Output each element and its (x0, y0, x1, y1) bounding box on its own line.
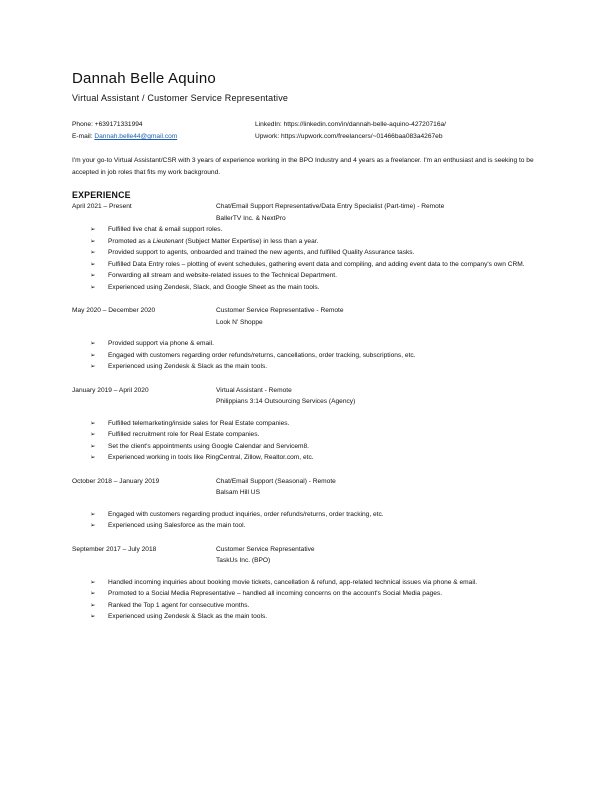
linkedin: LinkedIn: https://linkedin.com/in/dannah-belle-aquino-42720716a/ (255, 121, 446, 128)
job-bullet: ➢ Provided support to agents, onboarded and trained the new agents, and fulfilled Quality Assurance tasks. (108, 247, 542, 259)
job-entry (72, 385, 542, 464)
job-role: Customer Service Representative (216, 545, 315, 553)
job-bullet: ➢ Promoted as a Lieutenant (Subject Matter Expertise) in less than a year. (108, 236, 542, 248)
arrow-bullet-icon: ➢ (90, 249, 96, 256)
job-bullet: ➢ Experienced using Zendesk & Slack as the main tools. (108, 361, 542, 373)
job-bullet: ➢ Engaged with customers regarding order refunds/returns, cancellations, order tracking, subscriptions, etc. (108, 350, 542, 362)
summary: I'm your go-to Virtual Assistant/CSR with 3 years of experience working in the BPO Industry and 4 years as a freelancer. I'm an enthusiast and is seeking to be accepted in job roles that fits my work background. (72, 157, 534, 176)
arrow-bullet-icon: ➢ (90, 272, 96, 279)
arrow-bullet-icon: ➢ (90, 578, 96, 586)
job-company: Balsam Hill US (216, 489, 260, 496)
job-company: Philippians 3:14 Outsourcing Services (Agency) (216, 398, 356, 405)
job-bullet: ➢ Ranked the Top 1 agent for consecutive months. (108, 600, 542, 612)
resume-page (72, 70, 542, 623)
job-role: Customer Service Representative - Remote (216, 307, 344, 314)
arrow-bullet-icon: ➢ (90, 283, 96, 291)
job-company: TaskUs Inc. (BPO) (216, 557, 271, 564)
job-bullet: ➢ Experienced using Salesforce as the main tool. (108, 520, 542, 532)
arrow-bullet-icon: ➢ (90, 442, 96, 450)
job-date: January 2019 – April 2020 (72, 386, 149, 394)
job-entry (72, 544, 542, 623)
job-bullet: ➢ Handled incoming inquiries about booking movie tickets, cancellation & refund, app-related technical issues via phone & email. (108, 577, 542, 589)
job-bullet: ➢ Promoted to a Social Media Representative – handled all incoming concerns on the account's Social Media pages. (108, 588, 542, 600)
arrow-bullet-icon: ➢ (90, 522, 96, 529)
job-bullet: ➢ Engaged with customers regarding product inquiries, order refunds/returns, order tracking, etc. (108, 509, 542, 521)
arrow-bullet-icon: ➢ (90, 613, 96, 620)
arrow-bullet-icon: ➢ (90, 340, 96, 347)
job-bullet: ➢ Fulfilled recruitment role for Real Estate companies. (108, 429, 542, 441)
email-line (72, 131, 255, 143)
job-role: Chat/Email Support Representative/Data Entry Specialist (Part-time) - Remote (216, 203, 445, 210)
job-entry (72, 201, 542, 293)
job-date: May 2020 – December 2020 (72, 307, 156, 314)
arrow-bullet-icon: ➢ (90, 237, 96, 245)
job-role: Chat/Email Support (Seasonal) - Remote (216, 477, 336, 485)
arrow-bullet-icon: ➢ (90, 419, 96, 427)
phone: Phone: +639171331994 (72, 121, 143, 128)
job-date: April 2021 – Present (72, 203, 132, 210)
job-bullet: ➢ Fulfilled live chat & email support roles. (108, 224, 542, 236)
job-entry (72, 305, 542, 373)
email-link[interactable]: Dannah.belle44@gmail.com (94, 133, 178, 140)
candidate-name: Dannah Belle Aquino (72, 70, 216, 87)
job-company: BallerTV Inc. & NextPro (216, 214, 286, 222)
arrow-bullet-icon: ➢ (90, 260, 96, 268)
job-bullet: ➢ Fulfilled telemarketing/inside sales for Real Estate companies. (108, 418, 542, 430)
job-date: September 2017 – July 2018 (72, 545, 157, 553)
candidate-subtitle: Virtual Assistant / Customer Service Representative (72, 93, 289, 103)
arrow-bullet-icon: ➢ (90, 351, 96, 359)
arrow-bullet-icon: ➢ (90, 226, 96, 233)
arrow-bullet-icon: ➢ (90, 510, 96, 518)
job-bullet: ➢ Set the client's appointments using Google Calendar and Servicem8. (108, 441, 542, 453)
job-date: October 2018 – January 2019 (72, 477, 160, 485)
contact-block (72, 119, 542, 143)
job-company: Look N' Shoppe (216, 318, 263, 326)
arrow-bullet-icon: ➢ (90, 363, 96, 370)
job-bullet: ➢ Fulfilled Data Entry roles – plotting of event schedules, gathering event data and compiling, and adding event data to the company's own CRM. (108, 259, 542, 271)
email-label: E-mail: (72, 133, 95, 140)
arrow-bullet-icon: ➢ (90, 601, 96, 609)
arrow-bullet-icon: ➢ (90, 454, 96, 461)
job-bullet: ➢ Experienced using Zendesk & Slack as the main tools. (108, 611, 542, 623)
job-bullet: ➢ Experienced using Zendesk, Slack, and Google Sheet as the main tools. (108, 282, 542, 294)
job-bullet: ➢ Forwarding all stream and website-related issues to the Technical Department. (108, 270, 542, 282)
experience-heading: EXPERIENCE (72, 190, 131, 200)
job-role: Virtual Assistant - Remote (216, 386, 292, 394)
arrow-bullet-icon: ➢ (90, 590, 96, 597)
job-bullet: ➢ Experienced working in tools like RingCentral, Zillow, Realtor.com, etc. (108, 452, 542, 464)
job-entry (72, 476, 542, 532)
arrow-bullet-icon: ➢ (90, 431, 96, 438)
job-bullet: ➢ Provided support via phone & email. (108, 338, 542, 350)
upwork: Upwork: https://upwork.com/freelancers/~01466baa083a4267eb (255, 133, 443, 140)
